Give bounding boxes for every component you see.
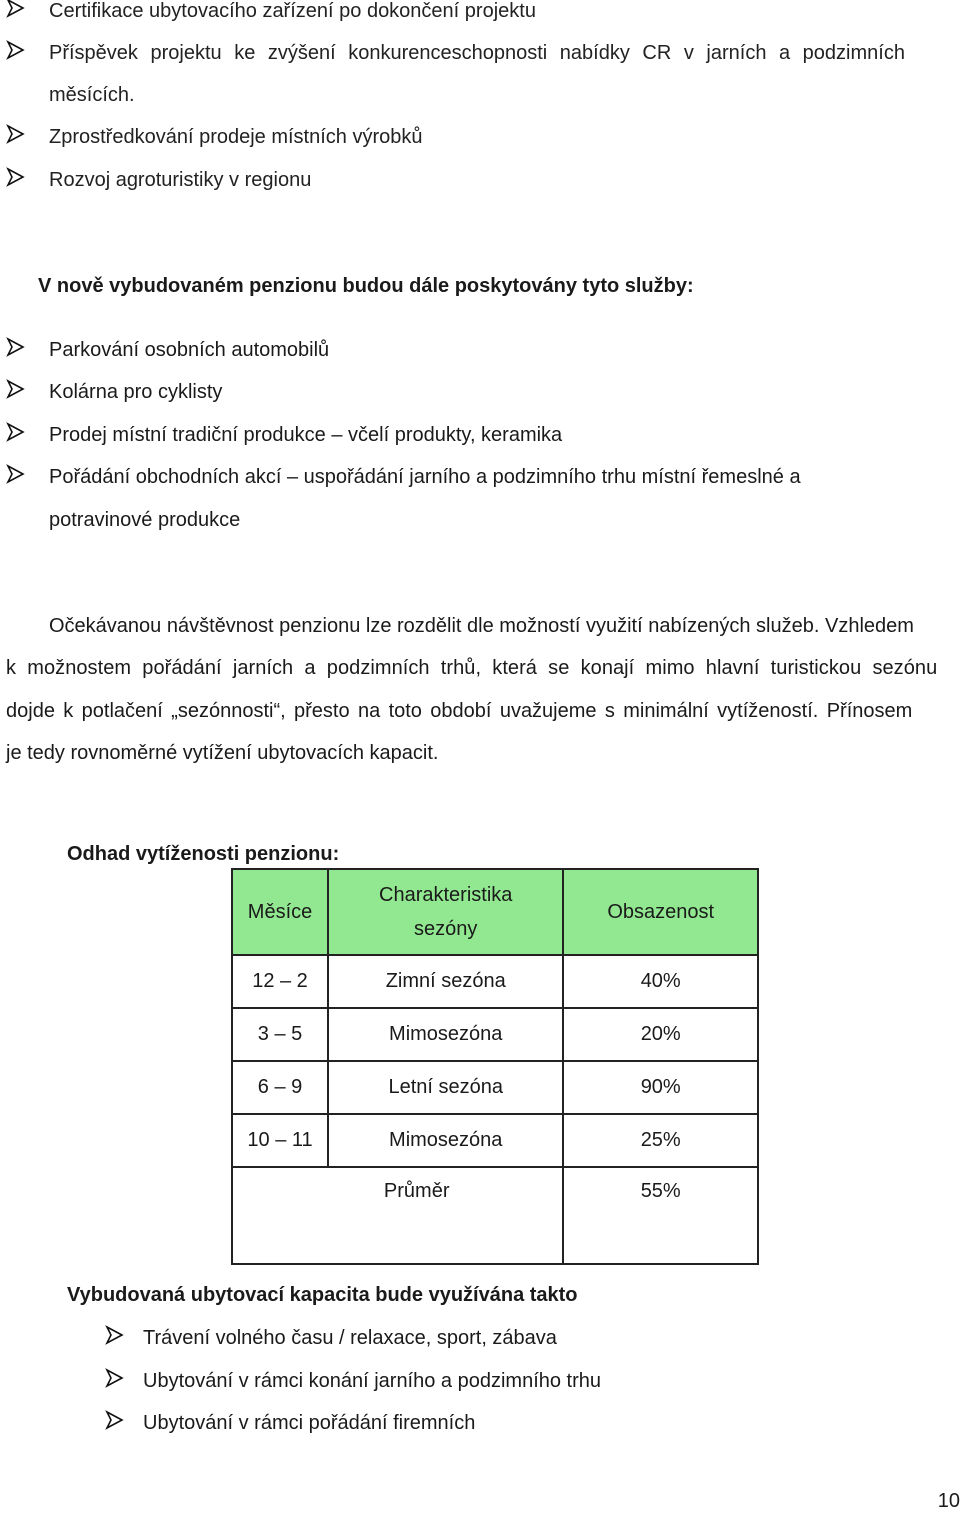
cell-months: 6 – 9 <box>232 1061 328 1114</box>
cell-season: Mimosezóna <box>328 1114 563 1167</box>
page-number: 10 <box>937 1490 960 1512</box>
list-item-text: Zprostředkování prodeje místních výrobků <box>49 126 423 148</box>
cell-occupancy: 90% <box>563 1061 758 1114</box>
list-item <box>0 165 960 195</box>
arrow-bullet-icon <box>6 337 26 357</box>
cell-months: 10 – 11 <box>232 1114 328 1167</box>
list-item <box>0 1323 960 1353</box>
list-item <box>0 0 960 26</box>
arrow-bullet-icon <box>6 422 26 442</box>
arrow-bullet-icon <box>6 167 26 187</box>
average-value: 55% <box>563 1167 758 1264</box>
arrow-bullet-icon <box>105 1410 125 1430</box>
paragraph-line: je tedy rovnoměrné vytížení ubytovacích kapacit. <box>6 742 439 764</box>
table-row <box>232 1008 758 1061</box>
list-item <box>0 377 960 407</box>
arrow-bullet-icon <box>6 124 26 144</box>
list-item <box>0 420 960 450</box>
list-item <box>0 1408 960 1438</box>
table-header-row <box>232 869 758 955</box>
list-item-continuation: potravinové produkce <box>49 509 241 531</box>
list-item-text <box>49 38 960 68</box>
list-item-text: Ubytování v rámci konání jarního a podzimního trhu <box>143 1370 602 1392</box>
arrow-bullet-icon <box>105 1325 125 1345</box>
paragraph-line: dojde k potlačení „sezónnosti“, přesto na toto období uvažujeme s minimální vytížeností. Přínosem <box>6 700 913 722</box>
cell-occupancy: 20% <box>563 1008 758 1061</box>
cell-season: Zimní sezóna <box>328 955 563 1008</box>
cell-occupancy: 25% <box>563 1114 758 1167</box>
list-item-text: Trávení volného času / relaxace, sport, zábava <box>143 1327 557 1349</box>
paragraph-line: k možnostem pořádání jarních a podzimních trhů, která se konají mimo hlavní turistickou sezónu <box>6 657 938 679</box>
list-item <box>0 38 960 68</box>
arrow-bullet-icon <box>6 379 26 399</box>
list-item-continuation: měsících. <box>49 84 135 106</box>
arrow-bullet-icon <box>6 0 26 18</box>
header-cell-season: Charakteristika sezóny <box>328 869 563 955</box>
table-average-row <box>232 1167 758 1264</box>
header-cell-months: Měsíce <box>232 869 328 955</box>
arrow-bullet-icon <box>105 1368 125 1388</box>
list-item-text: Pořádání obchodních akcí – uspořádání jarního a podzimního trhu místní řemeslné a <box>49 466 801 488</box>
list-item <box>0 1366 960 1396</box>
list-item-text-line: Příspěvek projektu ke zvýšení konkurenceschopnosti nabídky CR v jarních a podzimních <box>49 42 905 64</box>
average-label: Průměr <box>232 1167 563 1264</box>
services-heading: V nově vybudovaném penzionu budou dále poskytovány tyto služby: <box>38 275 694 297</box>
occupancy-table <box>231 868 759 1265</box>
list-item <box>0 122 960 152</box>
paragraph-line <box>49 611 960 641</box>
table-title: Odhad vytíženosti penzionu: <box>67 843 340 865</box>
list-item-text: Certifikace ubytovacího zařízení po dokončení projektu <box>49 0 536 22</box>
cell-months: 3 – 5 <box>232 1008 328 1061</box>
cell-occupancy: 40% <box>563 955 758 1008</box>
paragraph-line-text: Očekávanou návštěvnost penzionu lze rozdělit dle možností využití nabízených služeb. Vzhledem <box>49 615 914 637</box>
cell-season: Letní sezóna <box>328 1061 563 1114</box>
table-row <box>232 955 758 1008</box>
header-cell-occupancy: Obsazenost <box>563 869 758 955</box>
cell-months: 12 – 2 <box>232 955 328 1008</box>
capacity-heading: Vybudovaná ubytovací kapacita bude využívána takto <box>67 1284 578 1306</box>
list-item-text: Ubytování v rámci pořádání firemních <box>143 1412 476 1434</box>
cell-season: Mimosezóna <box>328 1008 563 1061</box>
table-row <box>232 1114 758 1167</box>
list-item-text: Rozvoj agroturistiky v regionu <box>49 169 312 191</box>
table-row <box>232 1061 758 1114</box>
arrow-bullet-icon <box>6 40 26 60</box>
list-item-text: Parkování osobních automobilů <box>49 339 330 361</box>
arrow-bullet-icon <box>6 464 26 484</box>
list-item-text: Prodej místní tradiční produkce – včelí produkty, keramika <box>49 424 563 446</box>
list-item <box>0 462 960 492</box>
list-item <box>0 335 960 365</box>
list-item-text: Kolárna pro cyklisty <box>49 381 223 403</box>
